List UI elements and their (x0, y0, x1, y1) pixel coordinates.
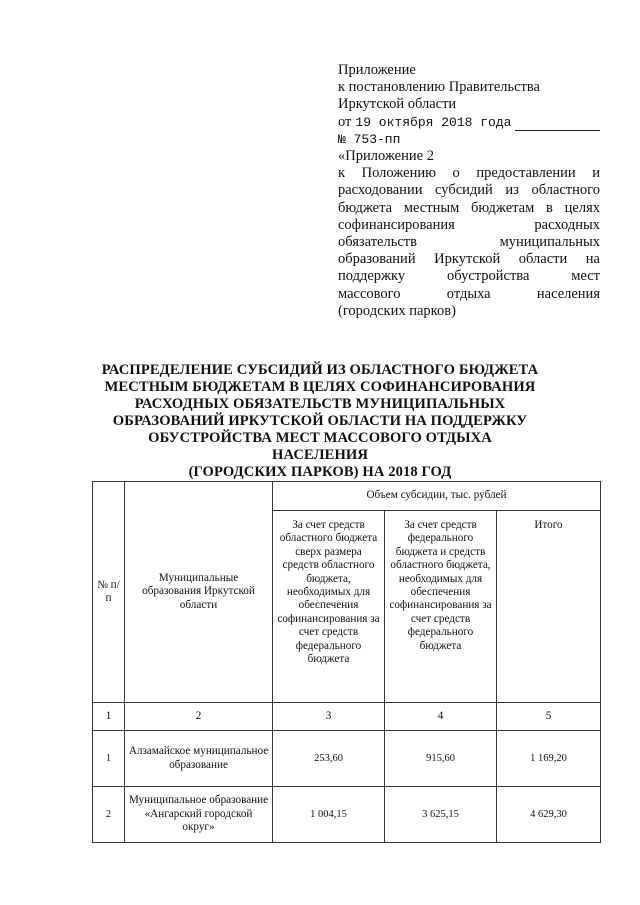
sub-appendix-line: расходовании субсидий из областного (338, 182, 600, 199)
row-federal: 915,60 (385, 731, 497, 787)
title-line: РАСПРЕДЕЛЕНИЕ СУБСИДИЙ ИЗ ОБЛАСТНОГО БЮДЖЕТА (101, 362, 539, 378)
row-regional: 1 004,15 (273, 787, 385, 843)
title-line: МЕСТНЫМ БЮДЖЕТАМ В ЦЕЛЯХ СОФИНАНСИРОВАНИЯ (104, 379, 536, 395)
row-num: 1 (93, 731, 125, 787)
resolution-number: № 753-пп (338, 131, 401, 147)
subsidy-table (92, 481, 601, 843)
column-number: 1 (93, 703, 125, 731)
appendix-line: Иркутской области (338, 96, 457, 113)
sub-appendix-line: обязательств муниципальных (338, 234, 600, 251)
sub-appendix-line: софинансирования расходных (338, 216, 600, 233)
sub-appendix-line: (городских парков) (338, 302, 456, 319)
header-num: № п/п (93, 482, 125, 703)
column-number: 3 (273, 703, 385, 731)
table-row (93, 731, 601, 787)
row-num: 2 (93, 787, 125, 843)
column-number: 5 (497, 703, 601, 731)
sub-appendix-line: бюджета местным бюджетам в целях (338, 199, 600, 216)
sub-appendix-title: «Приложение 2 (338, 148, 434, 165)
row-total: 4 629,30 (497, 787, 601, 843)
sub-appendix-line: поддержку обустройства мест (338, 268, 600, 285)
row-municipality: Алзамайское муниципальное образование (125, 731, 273, 787)
header-regional: За счет средств областного бюджета сверх размера средств областного бюджета, необходимых для обеспечения софинансирования за счет средств федерального бюджета (273, 511, 385, 703)
table-row (93, 787, 601, 843)
title-line: (ГОРОДСКИХ ПАРКОВ) НА 2018 ГОД (188, 464, 452, 480)
appendix-line: к постановлению Правительства (338, 79, 540, 96)
row-municipality: Муниципальное образование «Ангарский городской округ» (125, 787, 273, 843)
row-total: 1 169,20 (497, 731, 601, 787)
column-number: 4 (385, 703, 497, 731)
date-underline (515, 118, 600, 131)
sub-appendix-line: к Положению о предоставлении и (338, 165, 600, 182)
header-total: Итого (497, 511, 601, 703)
row-federal: 3 625,15 (385, 787, 497, 843)
column-number-row (93, 703, 601, 731)
date-prefix: от (338, 113, 352, 130)
header-municipality: Муниципальные образования Иркутской области (125, 482, 273, 703)
column-number: 2 (125, 703, 273, 731)
header-volume: Объем субсидии, тыс. рублей (273, 482, 601, 511)
appendix-line: Приложение (338, 62, 416, 78)
appendix-block (338, 62, 600, 320)
title-line: ОБРАЗОВАНИЙ ИРКУТСКОЙ ОБЛАСТИ НА ПОДДЕРЖКУ (112, 413, 528, 429)
document-title (100, 362, 540, 481)
sub-appendix-line: массового отдыха населения (338, 285, 600, 302)
date-value: 19 октября 2018 года (355, 114, 512, 130)
header-federal: За счет средств федерального бюджета и средств областного бюджета, необходимых для обеспечения софинансирования за счет средств федерального бюджета (385, 511, 497, 703)
title-line: РАСХОДНЫХ ОБЯЗАТЕЛЬСТВ МУНИЦИПАЛЬНЫХ (134, 396, 506, 412)
row-regional: 253,60 (273, 731, 385, 787)
sub-appendix-line: образований Иркутской области на (338, 251, 600, 268)
title-line: ОБУСТРОЙСТВА МЕСТ МАССОВОГО ОТДЫХА НАСЕЛЕНИЯ (148, 430, 492, 463)
table-header-row (93, 482, 601, 511)
appendix-date-line (338, 114, 600, 131)
